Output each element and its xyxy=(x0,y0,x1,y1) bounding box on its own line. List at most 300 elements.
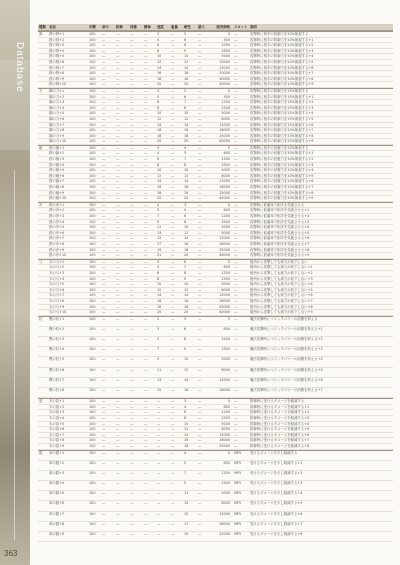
cell-de: — xyxy=(116,54,120,59)
cell-mg: — xyxy=(144,88,148,93)
cell-note: 攻撃時に相手の防御力を10%無視する+2 xyxy=(250,43,314,48)
cell-s2: — xyxy=(171,415,175,420)
table-row xyxy=(38,368,393,378)
cell-de: — xyxy=(116,427,120,432)
cell-name: 鉄の斧+4 xyxy=(49,219,65,224)
cell-name: 樫の杖+7 xyxy=(49,377,65,382)
cell-s3: 9 xyxy=(184,48,187,53)
cell-hp: 100 xyxy=(89,208,96,213)
cell-s4: — xyxy=(198,316,202,321)
cell-s1: 9 xyxy=(157,219,160,224)
header-cell: 回避 xyxy=(130,25,137,29)
cell-note: 後列から攻撃しても威力が低下しない+2 xyxy=(250,270,313,275)
cell-s1: 20 xyxy=(157,82,162,87)
cell-pr: 18000 xyxy=(219,521,230,526)
cell-at: — xyxy=(102,111,106,116)
cell-s4: — xyxy=(198,415,202,420)
cell-de: — xyxy=(116,450,120,455)
cell-de: — xyxy=(116,316,120,321)
cell-s4: — xyxy=(198,470,202,475)
cell-name: 鋼の刀+4 xyxy=(49,105,65,110)
cell-name: 革の鎧+7 xyxy=(49,511,65,516)
cell-sl: — xyxy=(234,410,238,415)
cell-name: 木の弓+5 xyxy=(49,282,65,287)
cell-s2: — xyxy=(171,304,175,309)
cell-sp: — xyxy=(130,179,134,184)
cell-hp: 100 xyxy=(89,116,96,121)
cell-sl: — xyxy=(234,287,238,292)
cell-mg: — xyxy=(144,316,148,321)
cell-name: 木の盾+6 xyxy=(49,427,65,432)
cell-pr: 40000 xyxy=(219,196,230,201)
cell-s1: 13 xyxy=(157,377,162,382)
cell-s3: 20 xyxy=(184,139,189,144)
cell-de: — xyxy=(116,460,120,465)
cell-sp: — xyxy=(130,173,134,178)
cell-sl: — xyxy=(234,377,238,382)
cell-sp: — xyxy=(130,491,134,496)
cell-sp: — xyxy=(130,460,134,465)
cell-name: 鉄の剣+9 xyxy=(49,76,65,81)
cell-sl: — xyxy=(234,347,238,352)
cell-s2: — xyxy=(171,532,175,537)
cell-note: 魔法攻撃時にマジックパワーの消費を抑える+3 xyxy=(250,347,323,352)
cell-s4: — xyxy=(198,450,202,455)
cell-s3: 7 xyxy=(184,100,187,105)
cell-pr: 0 xyxy=(227,259,230,264)
cell-hp: 100 xyxy=(89,287,96,292)
cell-sl: — xyxy=(234,253,238,258)
table-row xyxy=(38,316,393,327)
cell-s1: 19 xyxy=(157,247,162,252)
cell-sl: — xyxy=(234,367,238,372)
cell-sl: — xyxy=(234,438,238,443)
cell-sl: — xyxy=(234,337,238,342)
cell-s4: — xyxy=(198,168,202,173)
cell-s1: 18 xyxy=(157,190,162,195)
cell-s2: — xyxy=(171,410,175,415)
cell-pr: 1200 xyxy=(221,410,230,415)
cell-name: 鉄の槍+8 xyxy=(49,185,65,190)
table-row xyxy=(38,512,393,522)
cell-sp: — xyxy=(130,367,134,372)
cell-s3: 19 xyxy=(184,532,189,537)
cell-cat: 盾 xyxy=(39,399,43,404)
cell-s3: 8 xyxy=(184,415,187,420)
cell-note: 攻撃時に相手の回避力を10%無視する+1 xyxy=(250,151,314,156)
table-row xyxy=(38,347,393,357)
table-row xyxy=(38,481,393,491)
cell-sp: — xyxy=(130,399,134,404)
cell-sl: — xyxy=(234,236,238,241)
cell-at: — xyxy=(102,128,106,133)
cell-s3: 5 xyxy=(184,316,187,321)
cell-s2: — xyxy=(171,65,175,70)
cell-pr: 25000 xyxy=(219,304,230,309)
cell-s1: 10 xyxy=(157,168,162,173)
cell-s2: — xyxy=(171,298,175,303)
cell-s4: — xyxy=(198,94,202,99)
cell-pr: 2500 xyxy=(221,105,230,110)
header-cell: 種類 xyxy=(39,25,46,29)
cell-hp: 100 xyxy=(89,37,96,42)
cell-sp: — xyxy=(130,357,134,362)
cell-s1: — xyxy=(157,438,161,443)
cell-name: 鉄の剣+6 xyxy=(49,59,65,64)
cell-name: 鉄の剣+10 xyxy=(49,82,67,87)
cell-sp: — xyxy=(130,337,134,342)
cell-s1: 8 xyxy=(157,162,160,167)
cell-pr: 5000 xyxy=(221,111,230,116)
cell-note: 受けるダメージを少し軽減する+4 xyxy=(250,491,303,496)
cell-s3: 13 xyxy=(184,501,189,506)
cell-mg: — xyxy=(144,521,148,526)
cell-note: 後列から攻撃しても威力が低下しない+9 xyxy=(250,310,313,315)
cell-pr: 18000 xyxy=(219,128,230,133)
cell-pr: 1200 xyxy=(221,100,230,105)
cell-s1: — xyxy=(157,404,161,409)
cell-sp: — xyxy=(130,214,134,218)
cell-s2: — xyxy=(171,367,175,372)
cell-pr: 600 xyxy=(223,460,230,465)
cell-sp: — xyxy=(130,88,134,93)
cell-s2: — xyxy=(171,287,175,292)
cell-sp: — xyxy=(130,377,134,382)
cell-pr: 0 xyxy=(227,202,230,207)
cell-mg: — xyxy=(144,185,148,190)
cell-sl: — xyxy=(234,326,238,331)
cell-name: 木の盾+4 xyxy=(49,415,65,420)
cell-sl: — xyxy=(234,116,238,121)
cell-name: 木の弓+4 xyxy=(49,276,65,281)
cell-s1: 17 xyxy=(157,241,162,246)
cell-s2: — xyxy=(171,54,175,59)
cell-sl: — xyxy=(234,173,238,178)
cell-s2: — xyxy=(171,157,175,162)
cell-note: 防御時に受けるダメージを軽減する+6 xyxy=(250,432,310,437)
cell-s3: 20 xyxy=(184,253,189,258)
cell-s2: — xyxy=(171,105,175,110)
cell-name: 鋼の刀+8 xyxy=(49,128,65,133)
cell-mg: — xyxy=(144,427,148,432)
cell-at: — xyxy=(102,270,106,275)
cell-note: 攻撃時に相手の回避力を10%無視する+7 xyxy=(250,185,314,190)
cell-s4: — xyxy=(198,202,202,207)
cell-de: — xyxy=(116,190,120,195)
cell-s3: 5 xyxy=(184,88,187,93)
cell-name: 鋼の刀+10 xyxy=(49,139,67,144)
cell-s4: — xyxy=(198,521,202,526)
cell-mg: — xyxy=(144,432,148,437)
cell-s1: 3 xyxy=(157,32,160,36)
cell-name: 樫の杖+2 xyxy=(49,326,65,331)
cell-sl: — xyxy=(234,105,238,110)
cell-pr: 18000 xyxy=(219,241,230,246)
cell-sp: — xyxy=(130,219,134,224)
cell-s2: — xyxy=(171,236,175,241)
cell-de: — xyxy=(116,265,120,270)
cell-note: 攻撃時に低確率で相手を気絶させる+4 xyxy=(250,225,310,230)
cell-note: 防御時に受けるダメージを軽減する+5 xyxy=(250,427,310,432)
cell-pr: 15000 xyxy=(219,65,230,70)
cell-de: — xyxy=(116,122,120,127)
cell-note: 攻撃時に相手の回避力を10%無視する+3 xyxy=(250,162,314,167)
cell-s3: 4 xyxy=(184,404,187,409)
cell-note: 攻撃時に相手の回避力を10%無視する+5 xyxy=(250,173,314,178)
cell-s4: — xyxy=(198,88,202,93)
cell-s2: — xyxy=(171,190,175,195)
cell-sl: — xyxy=(234,190,238,195)
cell-mg: — xyxy=(144,116,148,121)
cell-at: — xyxy=(102,399,106,404)
header-cell: 販売価格 xyxy=(216,25,230,29)
cell-hp: 100 xyxy=(89,310,96,315)
cell-s4: — xyxy=(198,116,202,121)
cell-s4: — xyxy=(198,511,202,516)
cell-s4: — xyxy=(198,214,202,218)
cell-s1: 8 xyxy=(157,276,160,281)
cell-s3: 16 xyxy=(184,185,189,190)
cell-note: 攻撃時に相手の防御力を15%無視する+9 xyxy=(250,139,314,144)
cell-note: 攻撃時に低確率で相手を気絶させる+8 xyxy=(250,247,310,252)
cell-note: 魔法攻撃時にマジックパワーの消費を抑える xyxy=(250,316,318,321)
cell-sp: — xyxy=(130,259,134,264)
cell-s4: — xyxy=(198,71,202,76)
cell-at: — xyxy=(102,71,106,76)
sidebar xyxy=(0,0,30,565)
cell-pr: 40000 xyxy=(219,253,230,258)
cell-sp: — xyxy=(130,310,134,315)
cell-mg: — xyxy=(144,230,148,235)
cell-s1: — xyxy=(157,481,161,486)
cell-s2: — xyxy=(171,48,175,53)
cell-sp: — xyxy=(130,65,134,70)
cell-sl: — xyxy=(234,145,238,150)
cell-hp: 100 xyxy=(89,399,96,404)
cell-sl: — xyxy=(234,310,238,315)
cell-s4: — xyxy=(198,133,202,138)
cell-name: 木の盾+9 xyxy=(49,443,65,448)
cell-sp: — xyxy=(130,326,134,331)
cell-note: 後列から攻撃しても威力が低下しない+4 xyxy=(250,282,313,287)
cell-s1: — xyxy=(157,421,161,426)
cell-mg: — xyxy=(144,276,148,281)
cell-sp: — xyxy=(130,59,134,64)
cell-s2: — xyxy=(171,491,175,496)
cell-s1: — xyxy=(157,511,161,516)
cell-s4: — xyxy=(198,162,202,167)
cell-de: — xyxy=(116,71,120,76)
cell-mg: — xyxy=(144,388,148,392)
table-row xyxy=(38,378,393,388)
cell-sl: — xyxy=(234,259,238,264)
cell-note: 後列から攻撃しても威力が低下しない+6 xyxy=(250,293,313,298)
cell-s1: — xyxy=(157,470,161,475)
cell-sl: — xyxy=(234,100,238,105)
cell-sl: — xyxy=(234,404,238,409)
cell-de: — xyxy=(116,133,120,138)
cell-de: — xyxy=(116,293,120,298)
cell-sl: — xyxy=(234,139,238,144)
cell-s2: — xyxy=(171,208,175,213)
cell-at: — xyxy=(102,450,106,455)
cell-s4: — xyxy=(198,247,202,252)
cell-sp: — xyxy=(130,162,134,167)
cell-at: — xyxy=(102,357,106,362)
cell-hp: 100 xyxy=(89,65,96,70)
cell-at: — xyxy=(102,427,106,432)
cell-note: 攻撃時に低確率で相手を気絶させる+5 xyxy=(250,230,310,235)
cell-s1: — xyxy=(157,432,161,437)
cell-s1: 4 xyxy=(157,265,160,270)
cell-de: — xyxy=(116,32,120,36)
cell-mg: — xyxy=(144,111,148,116)
cell-s4: — xyxy=(198,276,202,281)
cell-s4: — xyxy=(198,310,202,315)
cell-s3: 14 xyxy=(184,432,189,437)
cell-s3: 5 xyxy=(184,151,187,156)
cell-hp: 100 xyxy=(89,259,96,264)
cell-at: — xyxy=(102,88,106,93)
cell-s3: 16 xyxy=(184,241,189,246)
cell-s3: 20 xyxy=(184,196,189,201)
header-cell: 命中 xyxy=(102,25,109,29)
cell-s4: — xyxy=(198,460,202,465)
cell-hp: 100 xyxy=(89,168,96,173)
cell-s1: 16 xyxy=(157,71,162,76)
cell-mg: — xyxy=(144,32,148,36)
cell-pr: 8000 xyxy=(221,173,230,178)
cell-s4: — xyxy=(198,347,202,352)
cell-s2: — xyxy=(171,501,175,506)
cell-note: 後列から攻撃しても威力が低下しない+7 xyxy=(250,298,313,303)
cell-name: 鋼の刀+6 xyxy=(49,116,65,121)
cell-sl: — xyxy=(234,111,238,116)
cell-name: 革の鎧+2 xyxy=(49,460,65,465)
cell-name: 鉄の槍+4 xyxy=(49,162,65,167)
cell-mg: — xyxy=(144,179,148,184)
cell-s1: — xyxy=(157,501,161,506)
cell-s3: 7 xyxy=(184,470,187,475)
sidebar-title: Database xyxy=(14,42,25,93)
cell-s4: — xyxy=(198,298,202,303)
cell-sp: — xyxy=(130,157,134,162)
cell-s2: — xyxy=(171,265,175,270)
cell-hp: 100 xyxy=(89,253,96,258)
table-row xyxy=(38,522,393,532)
cell-mg: — xyxy=(144,225,148,230)
cell-s2: — xyxy=(171,122,175,127)
cell-s1: 12 xyxy=(157,287,162,292)
cell-s4: — xyxy=(198,337,202,342)
cell-pr: 40000 xyxy=(219,310,230,315)
cell-de: — xyxy=(116,415,120,420)
cell-name: 鉄の斧+6 xyxy=(49,230,65,235)
cell-de: — xyxy=(116,326,120,331)
cell-mg: — xyxy=(144,410,148,415)
cell-at: — xyxy=(102,48,106,53)
cell-s1: 21 xyxy=(157,253,162,258)
cell-hp: 100 xyxy=(89,415,96,420)
cell-s3: 5 xyxy=(184,460,187,465)
cell-pr: 8000 xyxy=(221,367,230,372)
cell-at: — xyxy=(102,133,106,138)
cell-s2: — xyxy=(171,88,175,93)
cell-hp: 100 xyxy=(89,105,96,110)
cell-hp: 100 xyxy=(89,265,96,270)
cell-de: — xyxy=(116,225,120,230)
cell-s2: — xyxy=(171,76,175,81)
cell-note: 攻撃時に相手の防御力を15%無視する+8 xyxy=(250,133,314,138)
cell-sp: — xyxy=(130,410,134,415)
cell-pr: 0 xyxy=(227,145,230,150)
cell-s1: 14 xyxy=(157,65,162,70)
cell-at: — xyxy=(102,208,106,213)
cell-pr: 1200 xyxy=(221,214,230,218)
cell-s4: — xyxy=(198,145,202,150)
cell-s3: 10 xyxy=(184,282,189,287)
cell-pr: 1200 xyxy=(221,157,230,162)
cell-note: 攻撃時に相手の回避力を10%無視する+9 xyxy=(250,196,314,201)
cell-sl: — xyxy=(234,71,238,76)
cell-sp: — xyxy=(130,404,134,409)
cell-mg: — xyxy=(144,82,148,87)
cell-name: 鉄の剣+7 xyxy=(49,65,65,70)
cell-pr: 8000 xyxy=(221,427,230,432)
cell-hp: 100 xyxy=(89,241,96,246)
cell-sl: — xyxy=(234,133,238,138)
cell-s2: — xyxy=(171,316,175,321)
cell-hp: 100 xyxy=(89,347,96,352)
cell-s4: — xyxy=(198,326,202,331)
table-row xyxy=(38,471,393,481)
cell-s3: 11 xyxy=(184,491,189,496)
cell-s1: 9 xyxy=(157,357,160,362)
cell-s1: — xyxy=(157,399,161,404)
cell-s1: 20 xyxy=(157,196,162,201)
cell-s1: 20 xyxy=(157,310,162,315)
cell-s1: — xyxy=(157,521,161,526)
cell-hp: 100 xyxy=(89,54,96,59)
cell-at: — xyxy=(102,377,106,382)
cell-name: 樫の杖+5 xyxy=(49,357,65,362)
cell-sp: — xyxy=(130,415,134,420)
cell-s2: — xyxy=(171,196,175,201)
cell-s2: — xyxy=(171,253,175,258)
cell-sl: — xyxy=(234,59,238,64)
cell-mg: — xyxy=(144,157,148,162)
cell-mg: — xyxy=(144,145,148,150)
cell-de: — xyxy=(116,88,120,93)
cell-hp: 100 xyxy=(89,202,96,207)
cell-mg: — xyxy=(144,357,148,362)
cell-s3: 12 xyxy=(184,116,189,121)
cell-de: — xyxy=(116,357,120,362)
cell-s1: 8 xyxy=(157,105,160,110)
cell-at: — xyxy=(102,421,106,426)
cell-mg: — xyxy=(144,377,148,382)
cell-s4: — xyxy=(198,265,202,270)
cell-name: 鉄の槍+6 xyxy=(49,173,65,178)
cell-de: — xyxy=(116,145,120,150)
cell-mg: — xyxy=(144,236,148,241)
header-cell: 説明 xyxy=(250,25,257,29)
cell-s4: — xyxy=(198,388,202,392)
cell-pr: 10000 xyxy=(219,59,230,64)
cell-sl: — xyxy=(234,208,238,213)
cell-hp: 100 xyxy=(89,43,96,48)
cell-mg: — xyxy=(144,173,148,178)
